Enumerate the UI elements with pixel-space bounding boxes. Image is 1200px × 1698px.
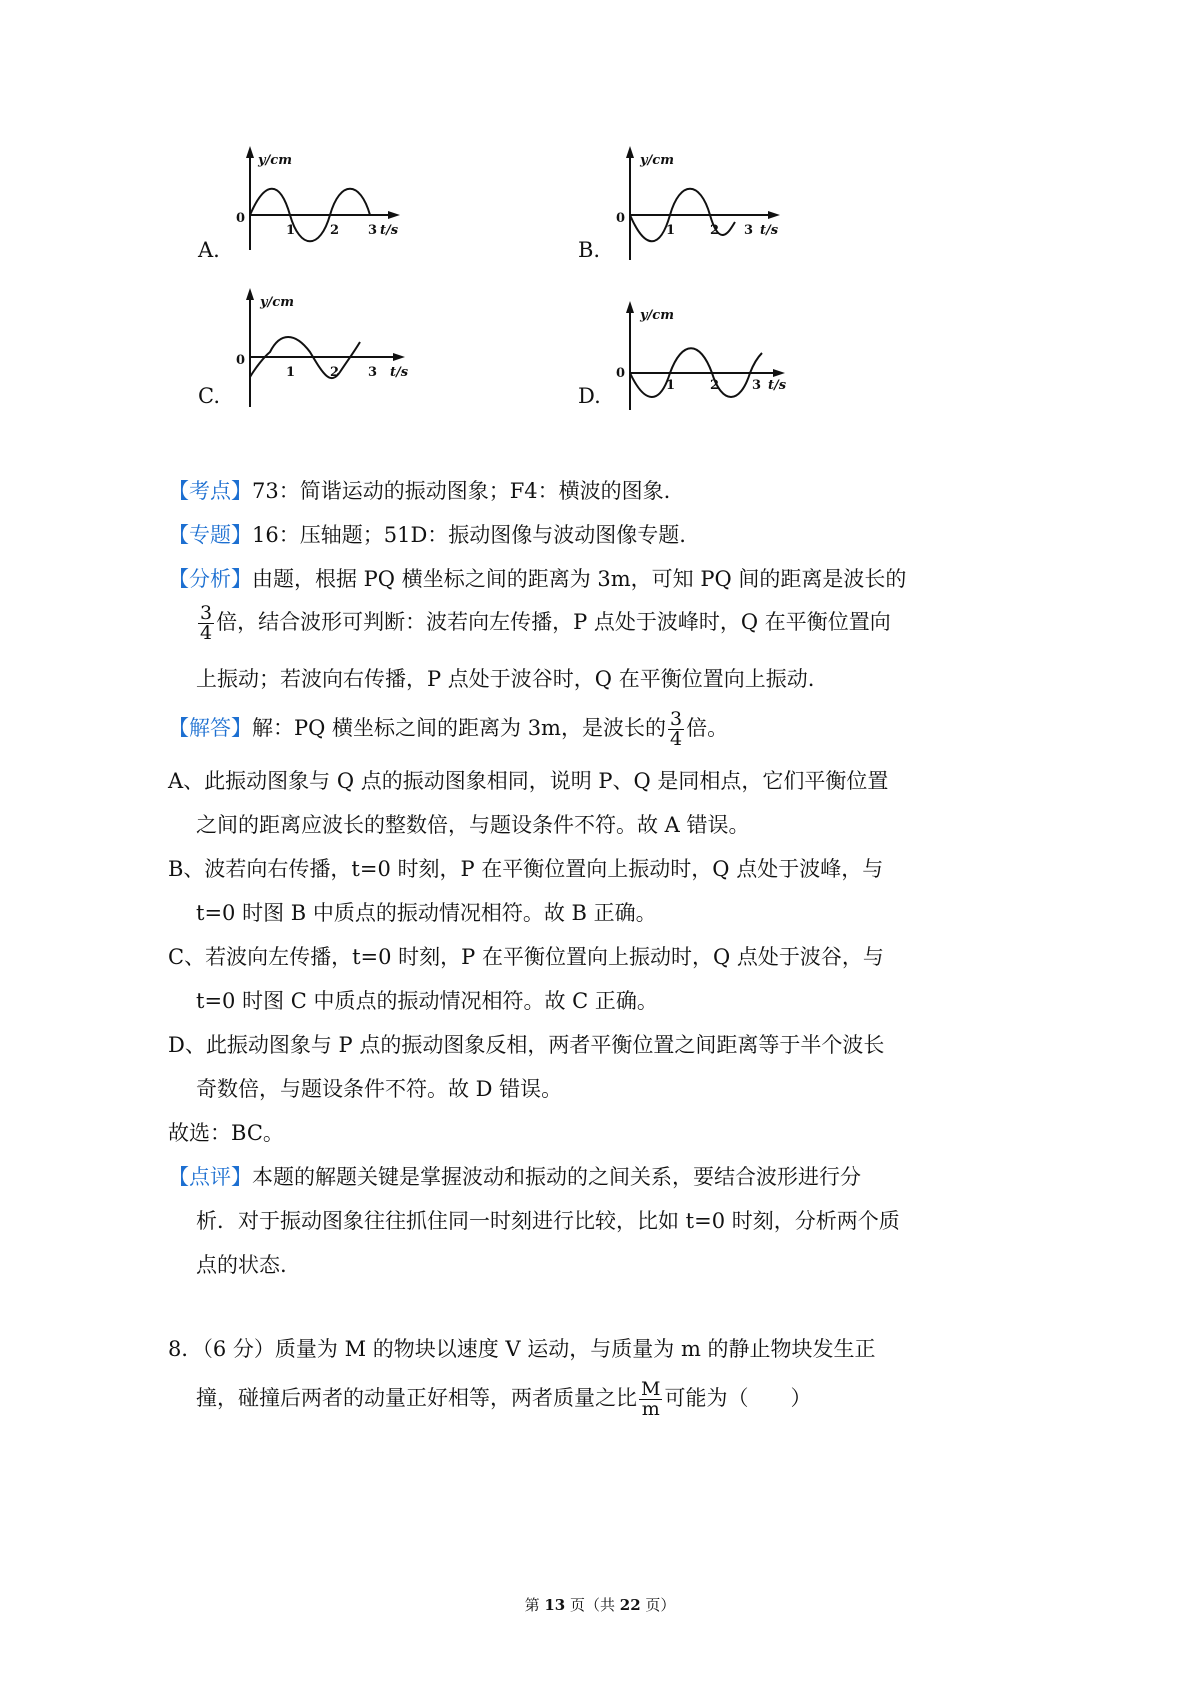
current-page-number: 13 [544, 1596, 566, 1614]
option-b-xlabel: t/s [760, 223, 779, 238]
answer-c-line-1: C、若波向左传播，t=0 时刻，P 在平衡位置向上振动时，Q 点处于波谷，与 [168, 945, 884, 969]
option-b-tick-2: 2 [710, 223, 720, 238]
fenxi-tag: 【分析】 [168, 567, 252, 591]
answer-b-line-1: B、波若向右传播，t=0 时刻，P 在平衡位置向上振动时，Q 点处于波峰，与 [168, 857, 884, 881]
jieda-tail: 倍。 [686, 716, 729, 740]
answer-a-line-1: A、此振动图象与 Q 点的振动图象相同，说明 P、Q 是同相点，它们平衡位置 [168, 769, 889, 793]
answer-d-line-1: D、此振动图象与 P 点的振动图象反相，两者平衡位置之间距离等于半个波长 [168, 1033, 885, 1057]
dianping-text-1: 本题的解题关键是掌握波动和振动的之间关系，要结合波形进行分 [252, 1165, 861, 1189]
fenxi-fraction: $\frac{3}{4}$ [200, 602, 213, 644]
option-b-letter: B. [578, 238, 601, 262]
option-a-tick-1: 1 [286, 223, 296, 238]
option-c-tick-2: 2 [330, 365, 340, 380]
fenxi-line-2 [196, 604, 891, 643]
dianping-line-3: 点的状态. [196, 1253, 287, 1277]
jieda-fraction: $\frac{3}{4}$ [669, 708, 683, 750]
zhuanti-tag: 【专题】 [168, 523, 252, 547]
zhuanti-text: 16：压轴题；51D：振动图像与波动图像专题. [252, 523, 686, 547]
question-8-text-2: 撞，碰撞后两者的动量正好相等，两者质量之比 [196, 1386, 637, 1410]
fenxi-line-3: 上振动；若波向右传播，P 点处于波谷时，Q 在平衡位置向上振动. [196, 667, 815, 691]
option-d-tick-3: 3 [752, 378, 762, 393]
option-a-tick-2: 2 [330, 223, 340, 238]
option-d-origin: 0 [616, 366, 626, 381]
kaodian-text: 73：简谐运动的振动图象；F4：横波的图象. [252, 479, 671, 503]
dianping-tag: 【点评】 [168, 1165, 252, 1189]
option-c-letter: C. [198, 384, 220, 408]
question-8-fraction: $\frac{M}{m}$ [641, 1378, 661, 1420]
option-b-tick-1: 1 [666, 223, 676, 238]
option-b-origin: 0 [616, 211, 626, 226]
answer-d-line-2: 奇数倍，与题设条件不符。故 D 错误。 [196, 1077, 563, 1101]
answer-choice: 故选：BC。 [168, 1121, 284, 1145]
jieda-tag: 【解答】 [168, 716, 252, 740]
dianping-line-1 [168, 1162, 861, 1192]
kaodian-tag: 【考点】 [168, 479, 252, 503]
option-c-tick-3: 3 [368, 365, 378, 380]
fenxi-text-1: 由题，根据 PQ 横坐标之间的距离为 3m，可知 PQ 间的距离是波长的 [252, 567, 907, 591]
kaodian-line [168, 476, 670, 506]
page-footer: 第 13 页（共 22 页） [524, 1596, 676, 1614]
dianping-line-2: 析．对于振动图象往往抓住同一时刻进行比较，比如 t=0 时刻，分析两个质 [196, 1209, 900, 1233]
zhuanti-line [168, 520, 686, 550]
question-8-line-1: 8．（6 分）质量为 M 的物块以速度 V 运动，与质量为 m 的静止物块发生正 [168, 1337, 876, 1361]
option-d-tick-2: 2 [710, 378, 720, 393]
option-d-ylabel: y/cm [640, 308, 674, 323]
option-c-origin: 0 [236, 353, 246, 368]
option-c-xlabel: t/s [390, 365, 409, 380]
option-a-origin: 0 [236, 211, 246, 226]
question-8-tail: 可能为（ ） [664, 1386, 812, 1410]
option-d-xlabel: t/s [768, 378, 787, 393]
answer-a-line-2: 之间的距离应波长的整数倍，与题设条件不符。故 A 错误。 [196, 813, 750, 837]
option-a-ylabel: y/cm [258, 153, 292, 168]
option-d-letter: D. [578, 384, 601, 408]
total-page-number: 22 [619, 1596, 641, 1614]
option-a-letter: A. [198, 238, 220, 262]
jieda-text: 解：PQ 横坐标之间的距离为 3m，是波长的 [252, 716, 666, 740]
question-8-line-2 [196, 1380, 811, 1419]
option-c-graph [230, 292, 409, 407]
option-b-graph [610, 150, 780, 260]
option-c-tick-1: 1 [286, 365, 296, 380]
fenxi-line-1 [168, 564, 906, 594]
option-a-tick-3: 3 [368, 223, 378, 238]
option-b-tick-3: 3 [744, 223, 754, 238]
answer-b-line-2: t=0 时图 B 中质点的振动情况相符。故 B 正确。 [196, 901, 657, 925]
fenxi-text-2: 倍，结合波形可判断：波若向左传播，P 点处于波峰时，Q 在平衡位置向 [216, 610, 891, 634]
option-b-ylabel: y/cm [640, 153, 674, 168]
option-d-tick-1: 1 [666, 378, 676, 393]
option-a-xlabel: t/s [380, 223, 399, 238]
option-c-ylabel: y/cm [260, 295, 294, 310]
option-d-graph [610, 305, 790, 410]
answer-c-line-2: t=0 时图 C 中质点的振动情况相符。故 C 正确。 [196, 989, 658, 1013]
jieda-line [168, 710, 728, 749]
option-a-graph [230, 150, 400, 260]
